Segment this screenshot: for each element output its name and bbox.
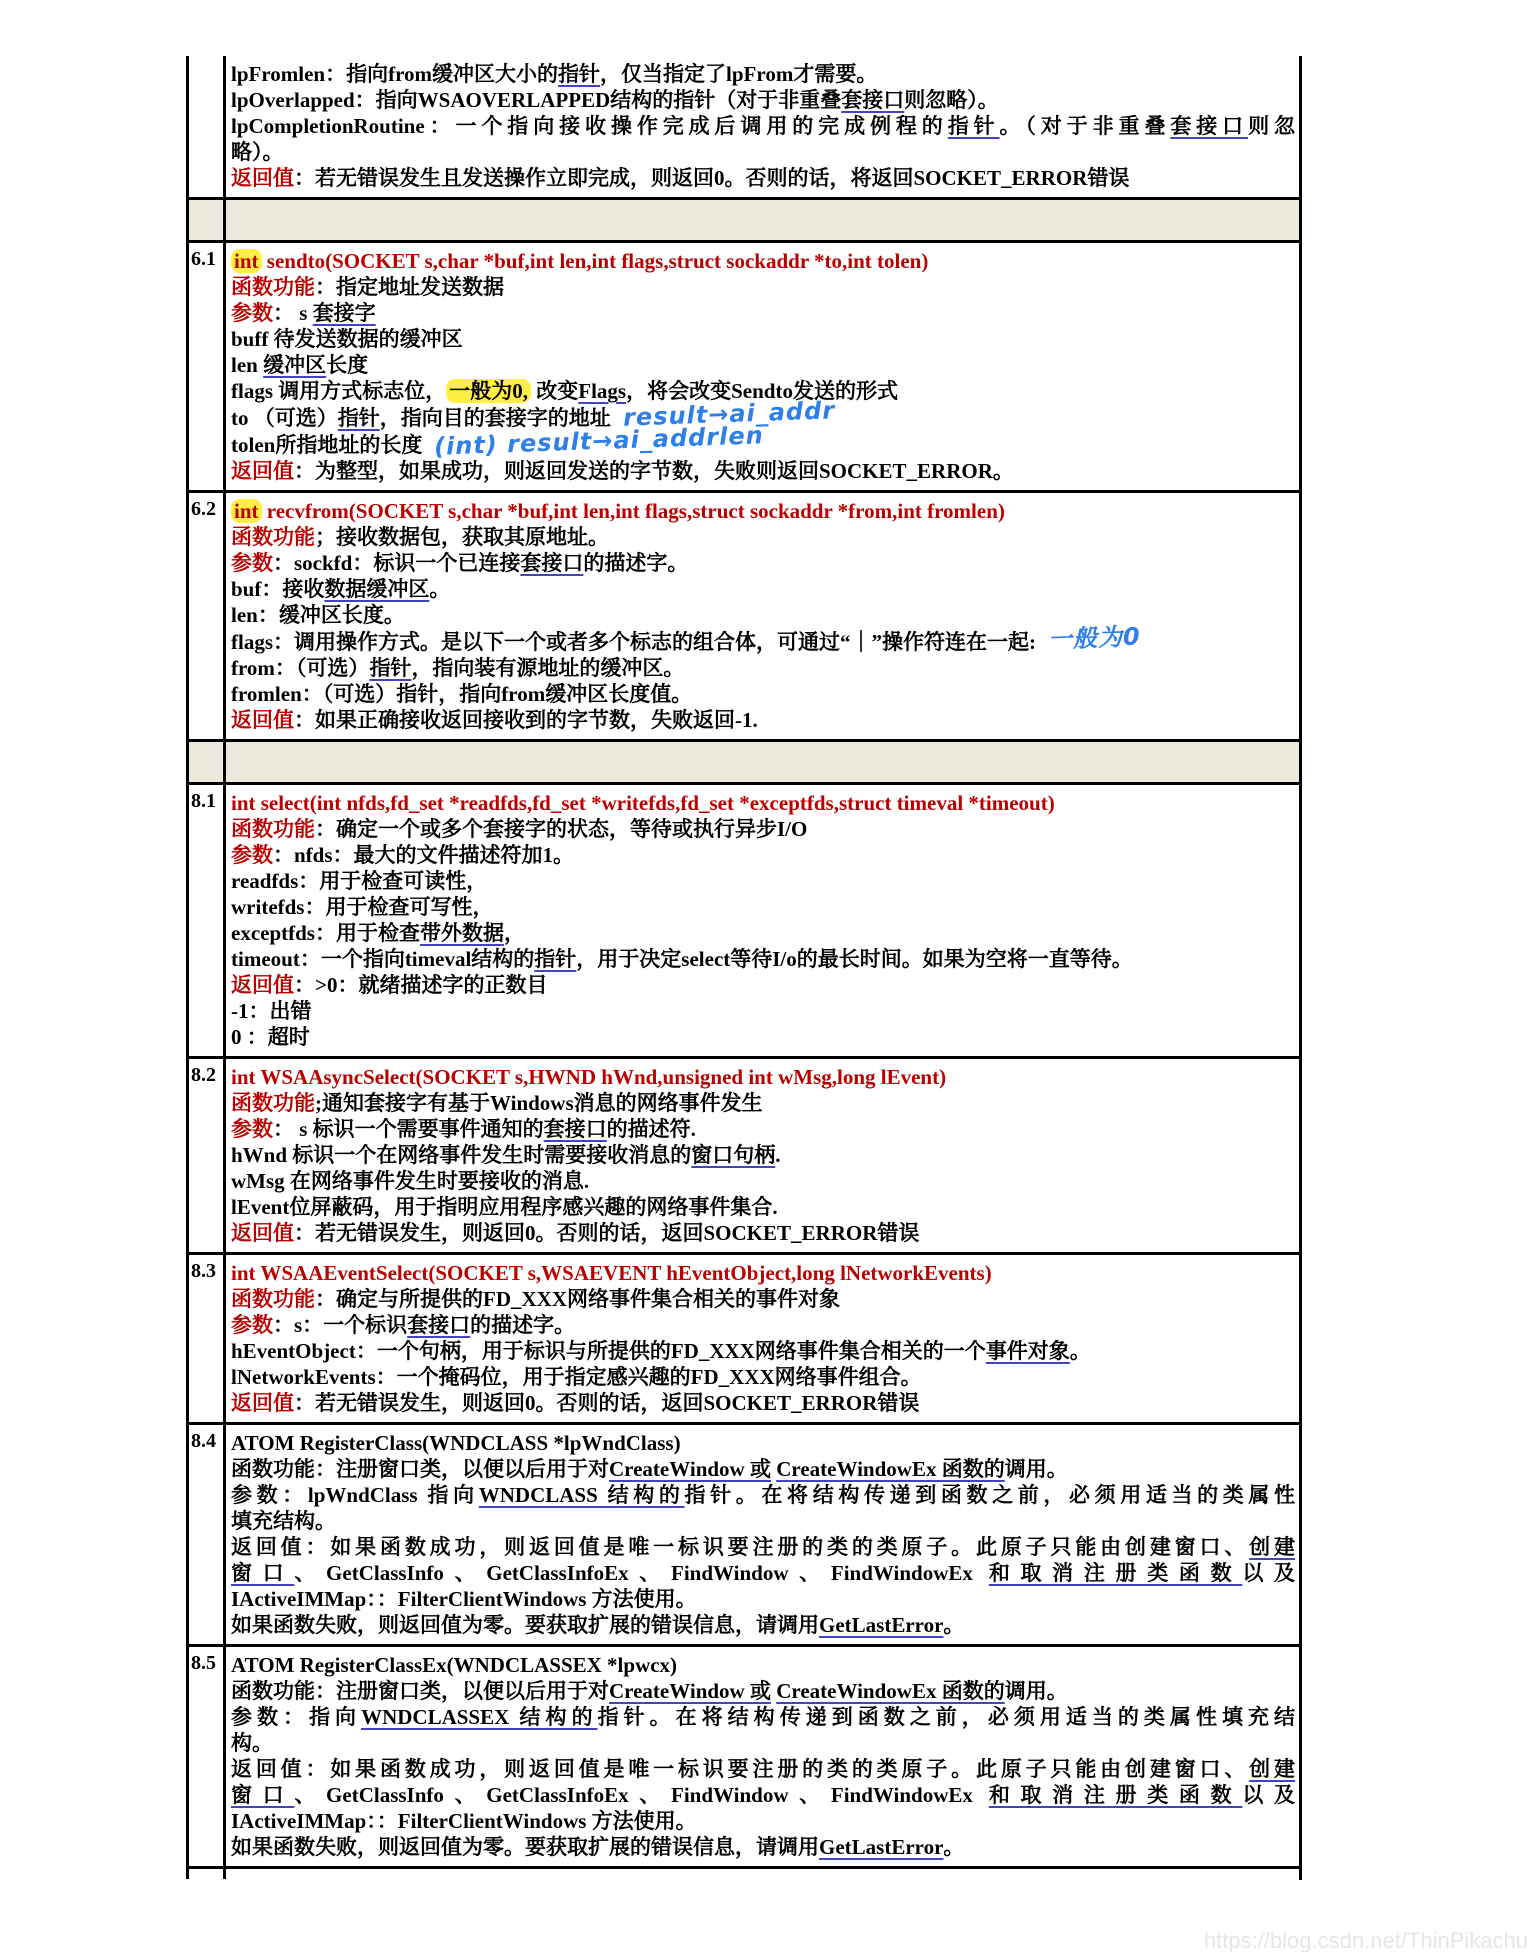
text-segment: 以及 [1242,1561,1295,1585]
underlined-term: 窗口句柄 [691,1143,776,1167]
text-segment: hEventObject：一个句柄，用于标识与所提供的FD_XXX网络事件集合相关的一个 [231,1339,986,1363]
text-segment: wMsg 在网络事件发生时要接收的消息. [231,1169,590,1193]
table-stub-row [186,1869,1302,1879]
text-line [231,1808,1295,1834]
text-segment: 0 ：超时 [231,1025,310,1049]
text-line [231,1834,1295,1860]
text-segment: 参数：lpWndClass 指向 [231,1483,479,1507]
text-line [231,1338,1295,1364]
red-label: recvfrom(SOCKET s,char *buf,int len,int flags,struct sockaddr *from,int fromlen) [261,499,1005,523]
row-content [226,1255,1302,1422]
text-segment: ： s [273,301,313,325]
text-segment: 、GetClassInfo、GetClassInfoEx、FindWindow、FindWindowEx [294,1783,989,1807]
row-number: 8.2 [186,1059,226,1252]
underlined-term: CreateWindow 或 [609,1457,771,1481]
text-segment: ATOM RegisterClass(WNDCLASS *lpWndClass) [231,1431,681,1455]
text-segment: buff 待发送数据的缓冲区 [231,327,463,351]
text-segment: 长度 [326,353,369,377]
text-segment: tolen所指地址的长度 [231,433,423,457]
text-segment: ；接收数据包，获取其原地址。 [315,525,609,549]
text-line [231,1064,1295,1090]
function-row [186,1255,1302,1425]
handwritten-annotation: (int) result→ai_addrlen [433,421,765,461]
red-label: 参数 [231,1117,273,1141]
text-line [231,622,1295,655]
underlined-term: 带外数据 [419,921,504,945]
text-segment: 指针。在将结构传递到函数之前，必须用适当的类属性填充结 [597,1705,1295,1729]
underlined-term: 指针 [337,406,380,430]
text-segment: ，仅当指定了lpFrom才需要。 [600,62,878,86]
text-segment: 指针。在将结构传递到函数之前，必须用适当的类属性 [684,1483,1296,1507]
function-row [186,785,1302,1059]
text-segment: 调用。 [1004,1457,1068,1481]
row-number: 8.4 [186,1425,226,1644]
red-label: 返回值 [231,1391,294,1415]
handwritten-annotation: 一般为0 [1047,622,1142,654]
text-segment: IActiveIMMap：：FilterClientWindows 方法使用。 [231,1587,697,1611]
red-label: int WSAAEventSelect(SOCKET s,WSAEVENT hEventObject,long lNetworkEvents) [231,1261,992,1285]
text-line [231,868,1295,894]
doc-table [186,56,1302,1879]
text-segment: 改变 [531,379,579,403]
text-line [231,681,1295,707]
text-segment: 则忽略）。 [904,88,999,112]
separator-row [186,742,1302,785]
text-segment: 调用。 [1004,1679,1068,1703]
underlined-term: 和取消注册类函数 [988,1783,1243,1807]
text-line [231,61,1295,87]
text-line [231,1704,1295,1730]
row-number: 8.5 [186,1647,226,1866]
text-segment: ：若无错误发生，则返回0。否则的话，返回SOCKET_ERROR错误 [294,1221,920,1245]
red-label: 参数 [231,301,273,325]
underlined-term: CreateWindow 或 [609,1679,771,1703]
underlined-term: 和取消注册类函数 [988,1561,1243,1585]
text-segment: 以及 [1242,1783,1295,1807]
text-segment: ;通知套接字有基于Windows消息的网络事件发生 [315,1091,763,1115]
text-line [231,1756,1295,1782]
text-segment: ， [503,921,525,945]
text-segment: exceptfds：用于检查 [231,921,420,945]
text-segment: . [775,1143,781,1167]
text-segment: ：为整型，如果成功，则返回发送的字节数，失败则返回SOCKET_ERROR。 [294,459,1014,483]
row-content [226,56,1302,197]
text-segment: 。 [429,577,451,601]
text-line [231,1142,1295,1168]
text-line [231,998,1295,1024]
text-segment: ：nfds：最大的文件描述符加1。 [273,843,575,867]
row-number: 8.1 [186,785,226,1056]
text-line [231,972,1295,998]
text-segment: timeout：一个指向timeval结构的 [231,947,535,971]
text-segment: 的描述字。 [470,1313,576,1337]
text-line [231,1090,1295,1116]
red-label: 返回值 [231,973,294,997]
text-segment: ：>0：就绪描述字的正数目 [294,973,548,997]
text-line [231,300,1295,326]
text-segment: lNetworkEvents：一个掩码位，用于指定感兴趣的FD_XXX网络事件组合。 [231,1365,922,1389]
underlined-term: WNDCLASSEX 结构的 [361,1705,598,1729]
text-line [231,524,1295,550]
highlighted-text: 一般为0, [446,379,531,403]
text-line [231,498,1295,524]
row-content [226,1059,1302,1252]
underlined-term: 套接口 [841,88,905,112]
underlined-term: 指针 [947,114,1000,138]
row-number [186,200,226,240]
red-label: sendto(SOCKET s,char *buf,int len,int flags,struct sockaddr *to,int tolen) [261,249,929,273]
text-line [231,816,1295,842]
text-line [231,1024,1295,1050]
underlined-term: 创建 [1249,1535,1296,1559]
red-label: 参数 [231,843,273,867]
text-line [231,113,1295,139]
text-segment: writefds：用于检查可写性， [231,895,494,919]
underlined-term: 指针 [369,656,412,680]
underlined-term: GetLastError [819,1613,944,1637]
text-line [231,1586,1295,1612]
underlined-term: 缓冲区 [263,353,327,377]
red-label: int select(int nfds,fd_set *readfds,fd_set *writefds,fd_set *exceptfds,struct timeval *timeout) [231,791,1055,815]
text-segment: ATOM RegisterClassEx(WNDCLASSEX *lpwcx) [231,1653,678,1677]
row-number: 8.3 [186,1255,226,1422]
underlined-term: CreateWindowEx 函数的 [776,1679,1005,1703]
row-number [186,742,226,782]
text-segment: 。（对于非重叠 [999,114,1171,138]
underlined-term: 套接字 [312,301,376,325]
text-segment: 则忽 [1248,114,1295,138]
text-line [231,1312,1295,1338]
text-segment: 如果函数失败，则返回值为零。要获取扩展的错误信息，请调用 [231,1613,819,1637]
text-segment: lpOverlapped：指向WSAOVERLAPPED结构的指针（对于非重叠 [231,88,842,112]
text-segment: 参数：指向 [231,1705,362,1729]
text-line [231,274,1295,300]
text-line [231,87,1295,113]
row-content [226,1869,1302,1880]
text-segment: to （可选） [231,406,338,430]
underlined-term: 套接口 [543,1117,607,1141]
text-segment: 返回值：如果函数成功，则返回值是唯一标识要注册的类的类原子。此原子只能由创建窗口、 [231,1535,1250,1559]
text-line [231,707,1295,733]
text-segment: lpFromlen：指向from缓冲区大小的 [231,62,559,86]
red-label: int WSAAsyncSelect(SOCKET s,HWND hWnd,unsigned int wMsg,long lEvent) [231,1065,947,1089]
text-segment: lEvent位屏蔽码，用于指明应用程序感兴趣的网络事件集合. [231,1195,778,1219]
text-segment: len：缓冲区长度。 [231,603,405,627]
text-line [231,1364,1295,1390]
text-line [231,139,1295,165]
text-line [231,1456,1295,1482]
row-content [226,243,1302,490]
text-line [231,1168,1295,1194]
red-label: 函数功能 [231,275,315,299]
underlined-term: 创建 [1249,1757,1296,1781]
text-segment: hWnd 标识一个在网络事件发生时需要接收消息的 [231,1143,692,1167]
text-segment: len [231,353,264,377]
text-segment: ，指向目的套接字的地址 [379,406,611,430]
row-number: 6.1 [186,243,226,490]
text-line [231,920,1295,946]
function-row [186,1425,1302,1647]
text-line [231,1116,1295,1142]
underlined-term: 套接口 [520,551,584,575]
text-segment: ：确定一个或多个套接字的状态，等待或执行异步I/O [315,817,808,841]
text-line [231,655,1295,681]
text-segment: lpCompletionRoutine：一个指向接收操作完成后调用的完成例程的 [231,114,948,138]
underlined-term: 指针 [558,62,601,86]
text-line [231,946,1295,972]
text-segment: ：sockfd：标识一个已连接 [273,551,521,575]
red-label: 函数功能 [231,1287,315,1311]
text-segment: ：如果正确接收返回接收到的字节数，失败返回-1. [294,708,758,732]
function-row [186,493,1302,742]
handwritten-annotation: result→ai_addr [622,396,836,432]
text-segment: 的描述符. [606,1117,696,1141]
text-line [231,1508,1295,1534]
text-segment: buf：接收 [231,577,325,601]
underlined-term: 窗口 [231,1561,295,1585]
text-segment: readfds：用于检查可读性， [231,869,488,893]
text-line [231,352,1295,378]
red-label: 返回值 [231,166,294,190]
text-segment: ，用于决定select等待I/o的最长时间。如果为空将一直等待。 [576,947,1133,971]
watermark: https://blog.csdn.net/ThinPikachu [1203,1928,1528,1953]
text-segment: ：确定与所提供的FD_XXX网络事件集合相关的事件对象 [315,1287,840,1311]
text-segment: ：若无错误发生，则返回0。否则的话，返回SOCKET_ERROR错误 [294,1391,920,1415]
underlined-term: 套接口 [407,1313,471,1337]
function-row [186,56,1302,200]
text-segment: ：指定地址发送数据 [315,275,504,299]
underlined-term: 数据缓冲区 [324,577,430,601]
text-line [231,1260,1295,1286]
red-label: 返回值 [231,708,294,732]
text-line [231,1430,1295,1456]
row-content [226,1647,1302,1866]
text-line [231,1730,1295,1756]
red-label: 参数 [231,1313,273,1337]
row-content [226,493,1302,739]
text-line [231,1390,1295,1416]
text-segment: IActiveIMMap：：FilterClientWindows 方法使用。 [231,1809,697,1833]
row-content [226,200,1302,240]
underlined-term: 窗口 [231,1783,295,1807]
row-number [186,56,226,197]
text-segment: 构。 [231,1731,273,1755]
red-label: 返回值 [231,1221,294,1245]
text-segment: -1：出错 [231,999,312,1023]
text-segment: 、GetClassInfo、GetClassInfoEx、FindWindow、FindWindowEx [294,1561,989,1585]
red-label: 参数 [231,551,273,575]
row-content [226,785,1302,1056]
text-segment: flags 调用方式标志位， [231,379,447,403]
function-row [186,243,1302,493]
text-line [231,421,1295,461]
text-segment: ：若无错误发生且发送操作立即完成，则返回0。否则的话，将返回SOCKET_ERROR错误 [294,166,1130,190]
text-segment: ，指向装有源地址的缓冲区。 [411,656,685,680]
text-line [231,1534,1295,1560]
text-line [231,1678,1295,1704]
text-segment: 。 [1069,1339,1091,1363]
text-segment: fromlen：（可选）指针，指向from缓冲区长度值。 [231,682,693,706]
underlined-term: Flags [578,379,627,403]
underlined-term: CreateWindowEx 函数的 [776,1457,1005,1481]
text-segment: ，将会改变Sendto发送的形式 [626,379,898,403]
red-label: 函数功能 [231,1091,315,1115]
text-line [231,1782,1295,1808]
text-segment: from：（可选） [231,656,370,680]
highlighted-text: int [231,499,262,523]
red-label: 函数功能 [231,817,315,841]
red-label: 函数功能 [231,525,315,549]
underlined-term: 指针 [534,947,577,971]
text-line [231,894,1295,920]
underlined-term: 套接口 [1170,114,1249,138]
text-line [231,550,1295,576]
underlined-term: GetLastError [819,1835,944,1859]
text-segment: 填充结构。 [231,1509,336,1533]
row-content [226,742,1302,782]
text-segment: ：s：一个标识 [273,1313,408,1337]
text-segment: 如果函数失败，则返回值为零。要获取扩展的错误信息，请调用 [231,1835,819,1859]
text-line [231,842,1295,868]
text-line [231,1286,1295,1312]
text-segment: 函数功能：注册窗口类，以便以后用于对 [231,1457,609,1481]
text-line [231,1612,1295,1638]
text-segment: 。 [943,1835,965,1859]
underlined-term: 事件对象 [985,1339,1070,1363]
text-line [231,576,1295,602]
red-label: 返回值 [231,459,294,483]
text-segment: ： s 标识一个需要事件通知的 [273,1117,544,1141]
text-line [231,1560,1295,1586]
separator-row [186,200,1302,243]
text-line [231,458,1295,484]
highlighted-text: int [231,249,262,273]
text-line [231,790,1295,816]
text-line [231,1194,1295,1220]
text-segment: 函数功能：注册窗口类，以便以后用于对 [231,1679,609,1703]
text-line [231,326,1295,352]
text-segment: 略）。 [231,140,284,164]
text-line [231,248,1295,274]
row-number: 6.2 [186,493,226,739]
underlined-term: WNDCLASS 结构的 [478,1483,685,1507]
text-line [231,1652,1295,1678]
text-segment: flags：调用操作方式。是以下一个或者多个标志的组合体，可通过“｜”操作符连在一起: [231,630,1036,654]
text-line [231,1220,1295,1246]
function-row [186,1647,1302,1869]
text-segment: 返回值：如果函数成功，则返回值是唯一标识要注册的类的类原子。此原子只能由创建窗口、 [231,1757,1250,1781]
row-number [186,1869,226,1879]
text-line [231,165,1295,191]
row-content [226,1425,1302,1644]
text-segment: 的描述字。 [583,551,689,575]
text-segment: 。 [943,1613,965,1637]
text-line [231,1482,1295,1508]
function-row [186,1059,1302,1255]
